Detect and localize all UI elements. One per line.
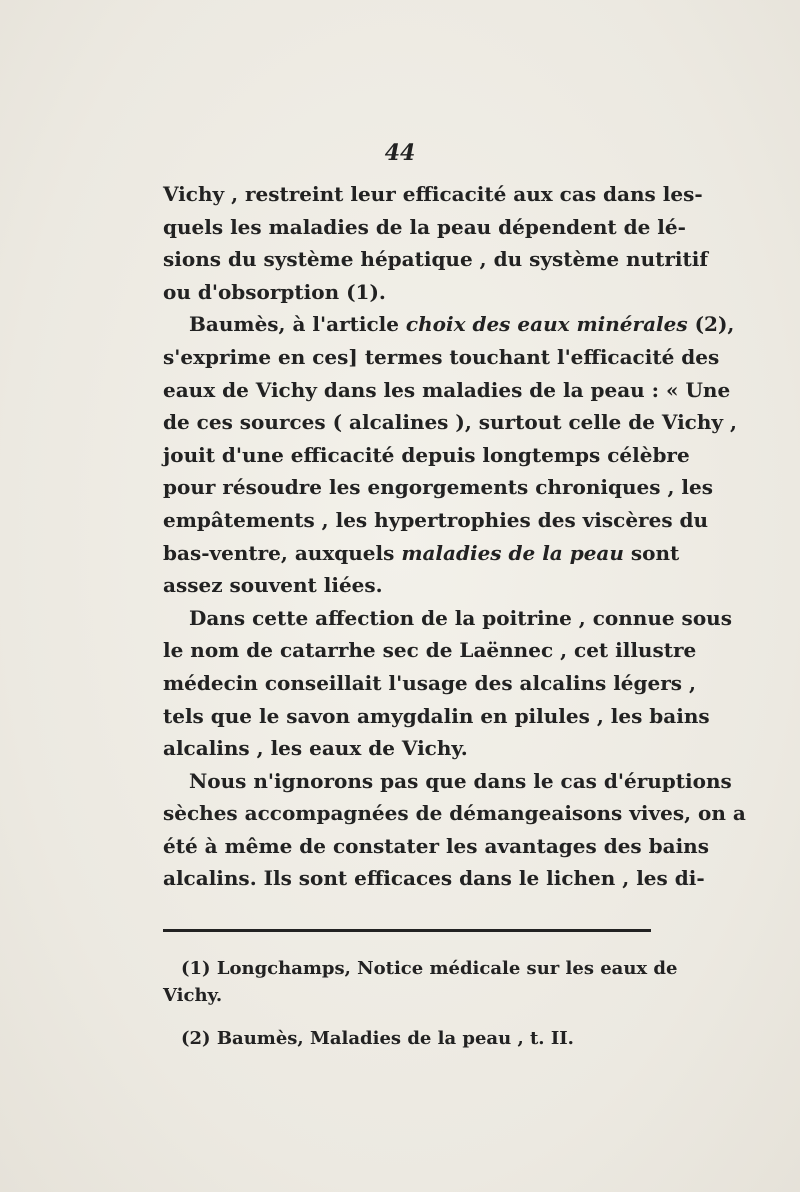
footnote-line: (2) Baumès, Maladies de la peau , t. II. [181,1028,574,1049]
text-line: eaux de Vichy dans les maladies de la peau : « Une [163,377,731,402]
text-line: de ces sources ( alcalines ), surtout celle de Vichy , [163,410,737,435]
footnote-line: Vichy. [163,985,223,1006]
text-line: pour résoudre les engorgements chroniques , les [163,475,713,500]
text-line [163,537,680,570]
text-line: ou d'obsorption (1). [163,279,386,304]
text-line: sèches accompagnées de démangeaisons vives, on a [163,801,746,826]
italic-phrase: maladies de la peau [401,540,624,565]
footnote-divider [163,929,651,932]
text-line: s'exprime en ces] termes touchant l'efficacité des [163,344,720,369]
text-line: assez souvent liées. [163,573,383,598]
text-line [163,308,735,341]
text-segment: sont [623,540,680,565]
text-line: empâtements , les hypertrophies des viscères du [163,507,709,532]
text-segment: bas-ventre, auxquels [163,540,402,565]
main-text [163,178,746,895]
text-line: Nous n'ignorons pas que dans le cas d'éruptions [189,768,732,793]
text-line: jouit d'une efficacité depuis longtemps célèbre [163,442,690,467]
text-segment: Baumès, à l'article [189,312,406,337]
text-line: Vichy , restreint leur efficacité aux cas dans les- [163,182,703,206]
text-line: quels les maladies de la peau dépendent de lé- [163,214,686,239]
footnote-line: (1) Longchamps, Notice médicale sur les eaux de [181,958,678,979]
page-number: 44 [384,140,416,166]
text-segment: (2), [687,312,735,337]
text-line: Dans cette affection de la poitrine , connue sous [189,605,732,630]
text-line: alcalins , les eaux de Vichy. [163,736,468,761]
italic-title: choix des eaux minérales [405,312,688,337]
text-line: sions du système hépatique , du système nutritif [163,247,708,272]
text-line: alcalins. Ils sont efficaces dans le lichen , les di- [163,866,705,891]
text-line: médecin conseillait l'usage des alcalins légers , [163,670,696,695]
text-line: tels que le savon amygdalin en pilules , les bains [163,703,710,728]
text-line: été à même de constater les avantages des bains [163,833,709,858]
text-line: le nom de catarrhe sec de Laënnec , cet illustre [163,638,697,663]
footnotes [163,955,678,1052]
